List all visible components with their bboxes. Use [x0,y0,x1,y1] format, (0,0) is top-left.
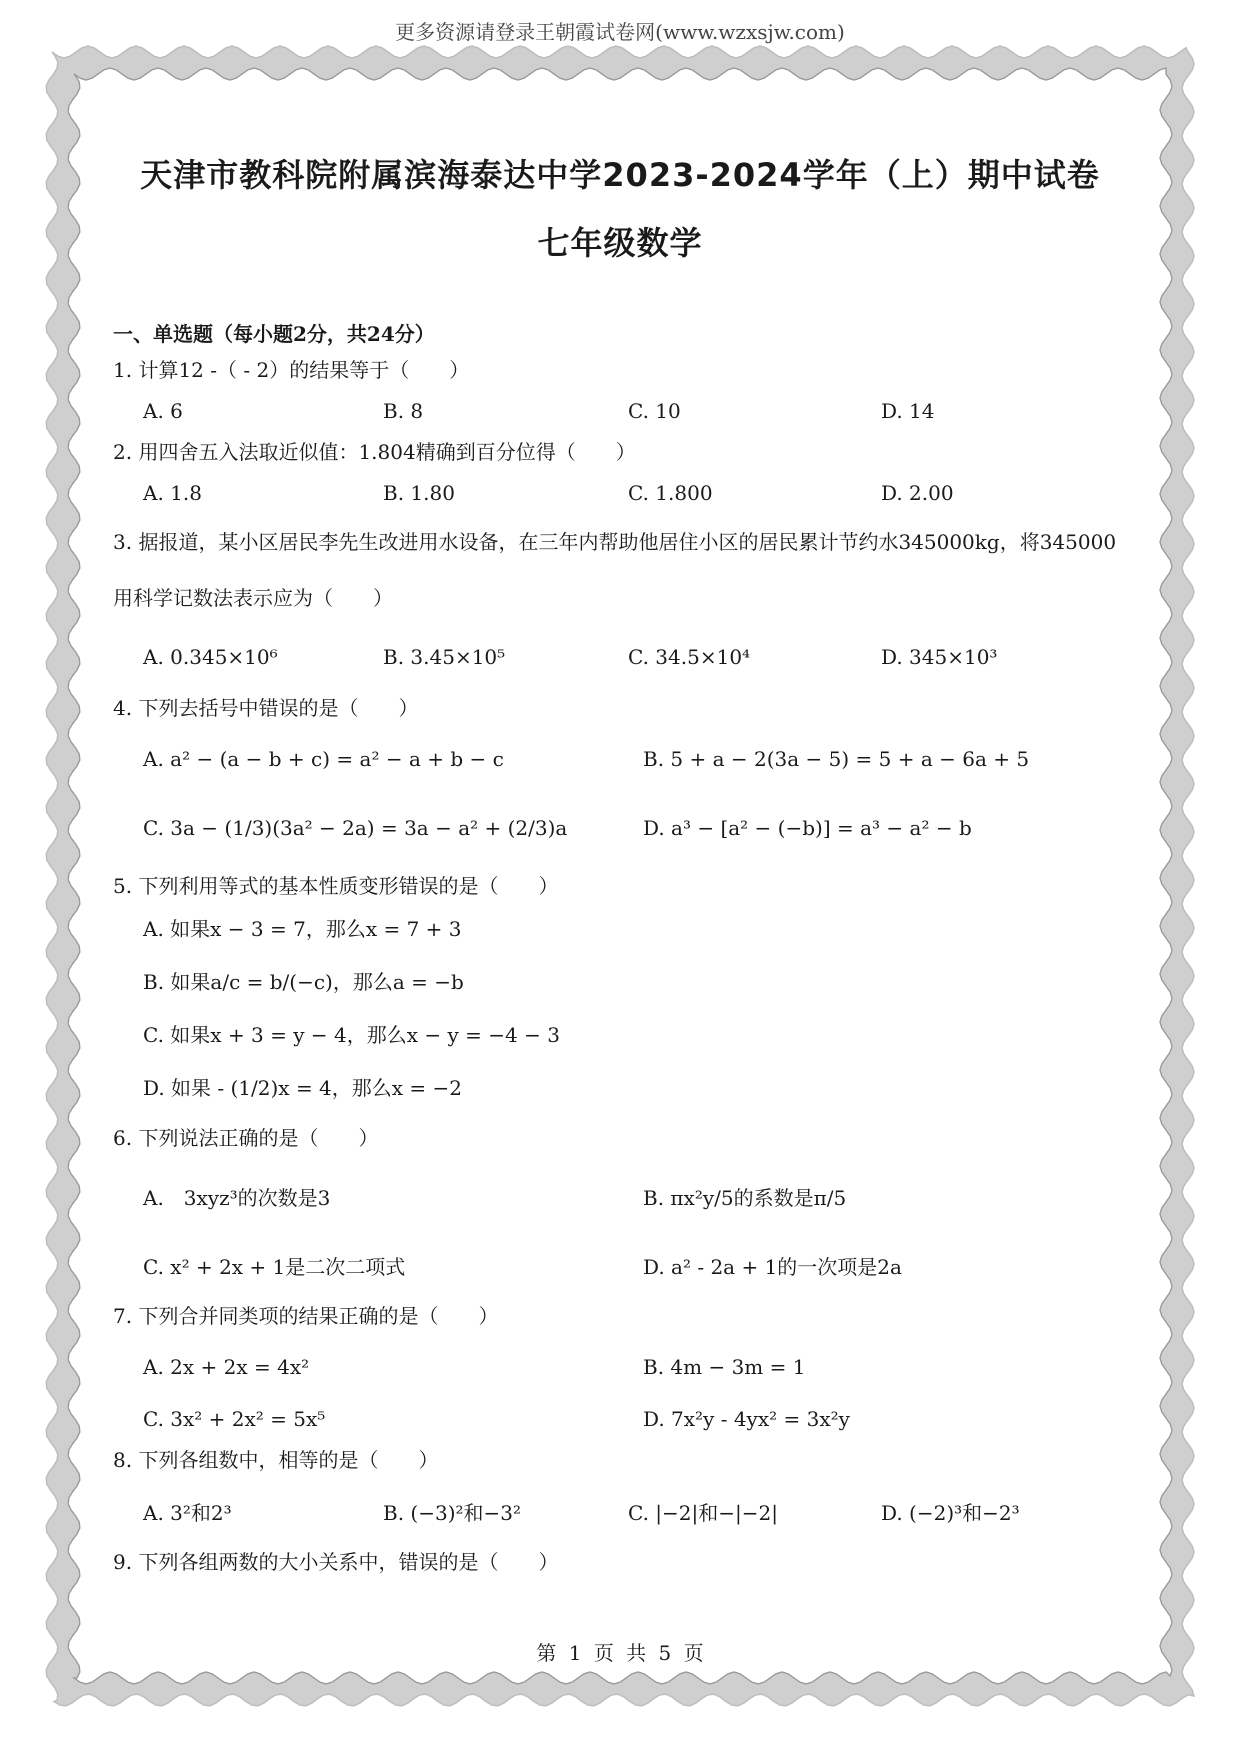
option-b: B. 3.45×10⁵ [383,645,506,669]
option-a: A. 1.8 [143,481,202,505]
options-q7-row2 [113,1398,1123,1440]
question-3: 3. 据报道，某小区居民李先生改进用水设备，在三年内帮助他居住小区的居民累计节约水345000kg，将345000用科学记数法表示应为（ ） [113,530,1117,610]
option-b: B. 如果a/c = b/(−c)，那么a = −b [143,970,464,994]
question-5: 5. 下列利用等式的基本性质变形错误的是（ ） [113,874,559,898]
question-4: 4. 下列去括号中错误的是（ ） [113,696,419,720]
options-q2 [113,472,1123,514]
watermark-header: 更多资源请登录王朝霞试卷网(www.wzxsjw.com) [395,20,845,44]
option-b: B. (−3)²和−3² [383,1500,522,1525]
option-c: C. |−2|和−|−2| [628,1500,778,1525]
question-9: 9. 下列各组两数的大小关系中，错误的是（ ） [113,1550,559,1574]
question-1: 1. 计算12 -（ - 2）的结果等于（ ） [113,358,470,382]
exam-title: 天津市教科院附属滨海泰达中学2023-2024学年（上）期中试卷 [140,156,1100,194]
option-c: C. 3a − (1/3)(3a² − 2a) = 3a − a² + (2/3)a [143,816,568,840]
options-q4-row2 [113,790,1123,866]
option-c: C. 3x² + 2x² = 5x⁵ [143,1407,326,1431]
question-list [113,318,1123,1582]
section-header: 一、单选题（每小题2分，共24分） [113,322,435,346]
question-2: 2. 用四舍五入法取近似值：1.804精确到百分位得（ ） [113,440,636,464]
options-q1 [113,390,1123,432]
option-a: A. 0.345×10⁶ [143,645,278,669]
option-d: D. 2.00 [881,481,954,505]
option-d: D. 14 [881,399,935,423]
options-q8 [113,1480,1123,1542]
options-q6-row1 [113,1158,1123,1234]
option-c: C. 如果x + 3 = y − 4，那么x − y = −4 − 3 [143,1023,560,1047]
option-b: B. 5 + a − 2(3a − 5) = 5 + a − 6a + 5 [643,747,1030,771]
option-d: D. 如果 - (1/2)x = 4，那么x = −2 [143,1076,463,1100]
option-c: C. 1.800 [628,481,713,505]
option-c: C. 10 [628,399,681,423]
page-footer: 第 1 页 共 5 页 [536,1641,704,1665]
option-c: C. 34.5×10⁴ [628,645,751,669]
option-b: B. 8 [383,399,424,423]
question-7: 7. 下列合并同类项的结果正确的是（ ） [113,1304,499,1328]
option-a: A. 如果x − 3 = 7，那么x = 7 + 3 [143,917,462,941]
option-d: D. 345×10³ [881,645,998,669]
option-d: D. (−2)³和−2³ [881,1500,1020,1525]
option-a: A. 3²和2³ [143,1500,232,1525]
option-c: C. x² + 2x + 1是二次二项式 [143,1254,406,1279]
question-8: 8. 下列各组数中，相等的是（ ） [113,1448,439,1472]
option-a: A. 3xyz³的次数是3 [143,1185,331,1210]
options-q3 [113,626,1123,688]
exam-subtitle: 七年级数学 [537,224,703,262]
option-b: B. 1.80 [383,481,455,505]
options-q4-row1 [113,728,1123,790]
option-a: A. 6 [143,399,183,423]
option-d: D. a² - 2a + 1的一次项是2a [643,1254,902,1279]
options-q7-row1 [113,1336,1123,1398]
option-d: D. 7x²y - 4yx² = 3x²y [643,1407,850,1431]
question-6: 6. 下列说法正确的是（ ） [113,1126,379,1150]
option-b: B. πx²y/5的系数是π/5 [643,1185,847,1210]
options-q6-row2 [113,1234,1123,1296]
option-a: A. a² − (a − b + c) = a² − a + b − c [143,747,504,771]
option-d: D. a³ − [a² − (−b)] = a³ − a² − b [643,816,972,840]
option-a: A. 2x + 2x = 4x² [143,1355,310,1379]
option-b: B. 4m − 3m = 1 [643,1355,806,1379]
